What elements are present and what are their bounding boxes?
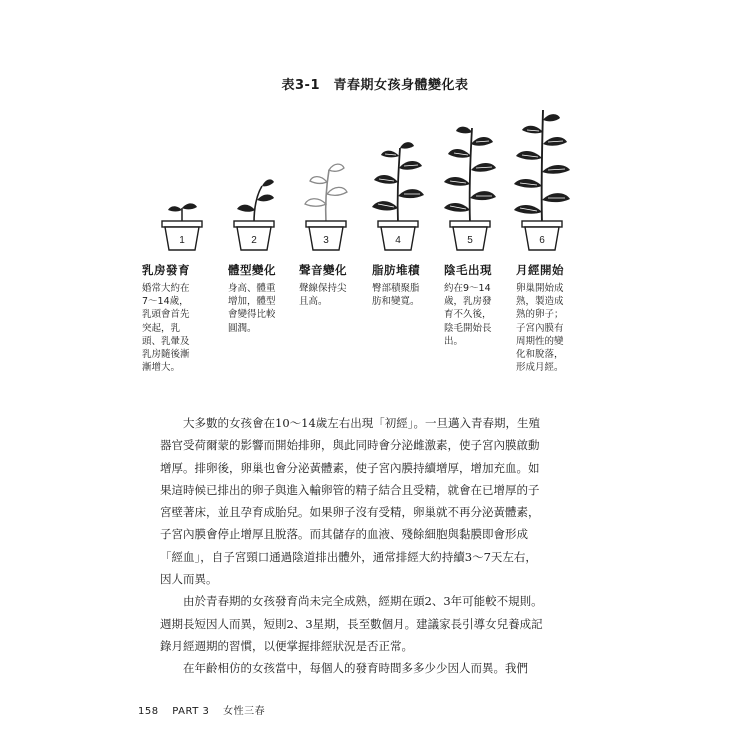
seedling-icon bbox=[148, 108, 216, 258]
body-line: 器官受荷爾蒙的影響而開始排卵，與此同時會分泌雌激素，使子宮內膜啟動 bbox=[160, 438, 540, 453]
stage-6 bbox=[508, 108, 576, 258]
leafy-plant-icon bbox=[364, 108, 432, 258]
stage-5-label: 陰毛出現 bbox=[444, 263, 492, 277]
body-line: 大多數的女孩會在10～14歲左右出現「初經」。一旦邁入青春期，生殖 bbox=[160, 416, 541, 430]
stage-6-label: 月經開始 bbox=[516, 263, 564, 277]
page-footer bbox=[138, 702, 275, 717]
stage-number: 6 bbox=[539, 235, 545, 246]
part-label: PART 3 bbox=[172, 706, 210, 717]
stage-1 bbox=[148, 108, 216, 258]
body-line: 宮壁著床，並且孕育成胎兒。如果卵子沒有受精，卵巢就不再分泌黃體素， bbox=[160, 505, 540, 520]
stage-6-description: 卵巢開始成 熟，製造成 熟的卵子； 子宮內膜有 周期性的變 化和脫落， 形成月經。 bbox=[516, 283, 564, 374]
stage-2 bbox=[220, 108, 288, 258]
tall-plant-icon bbox=[436, 108, 504, 258]
stage-1-label: 乳房發育 bbox=[142, 263, 190, 277]
body-line: 錄月經週期的習慣，以便掌握排經狀況是否正常。 bbox=[160, 638, 413, 653]
stage-4-label: 脂肪堆積 bbox=[372, 263, 420, 277]
stage-5 bbox=[436, 108, 504, 258]
body-line: 因人而異。 bbox=[160, 572, 218, 587]
body-line: 增厚。排卵後，卵巢也會分泌黃體素，使子宮內膜持續增厚，增加充血。如 bbox=[160, 460, 540, 475]
stage-2-label: 體型變化 bbox=[228, 263, 276, 277]
page-number: 158 bbox=[138, 706, 159, 717]
stage-2-description: 身高、體重 增加，體型 會變得比較 圓潤。 bbox=[228, 283, 276, 334]
stage-4 bbox=[364, 108, 432, 258]
body-line: 由於青春期的女孩發育尚未完全成熟，經期在頭2、3年可能較不規則。 bbox=[160, 594, 543, 609]
stage-4-description: 臀部積聚脂 肪和變寬。 bbox=[372, 283, 420, 308]
body-line: 週期長短因人而異，短則2、3星期，長至數個月。建議家長引導女兒養成記 bbox=[160, 616, 543, 631]
body-text bbox=[160, 412, 590, 680]
stage-number: 3 bbox=[323, 235, 329, 246]
body-line: 「經血」，自子宮頸口通過陰道排出體外，通常排經大約持續3～7天左右， bbox=[160, 549, 537, 564]
young-plant-icon bbox=[292, 108, 360, 258]
page-title: 表3-1 青春期女孩身體變化表 bbox=[281, 78, 469, 93]
stage-number: 5 bbox=[467, 235, 473, 246]
stage-number: 2 bbox=[251, 235, 257, 246]
body-line: 子宮內膜會停止增厚且脫落。而其儲存的血液、殘餘細胞與黏膜即會形成 bbox=[160, 527, 528, 542]
stage-number: 1 bbox=[179, 235, 185, 246]
section-label: 女性三春 bbox=[223, 706, 266, 717]
body-line: 在年齡相仿的女孩當中，每個人的發育時間多多少少因人而異。我們 bbox=[160, 661, 528, 676]
mature-plant-icon bbox=[508, 108, 576, 258]
stage-1-description: 婚常大約在 7～14歲， 乳頭會首先 突起，乳 頭、乳暈及 乳房隨後漸 漸增大。 bbox=[142, 283, 190, 374]
stage-3-label: 聲音變化 bbox=[299, 263, 347, 277]
stage-3-description: 聲線保持尖 且高。 bbox=[299, 283, 347, 308]
stage-5-description: 約在9～14 歲，乳房發 育不久後， 陰毛開始長 出。 bbox=[444, 283, 492, 347]
stage-number: 4 bbox=[395, 235, 401, 246]
body-line: 果這時候已排出的卵子與進入輸卵管的精子結合且受精，就會在已增厚的子 bbox=[160, 482, 540, 497]
stage-3 bbox=[292, 108, 360, 258]
sprout-icon bbox=[220, 108, 288, 258]
